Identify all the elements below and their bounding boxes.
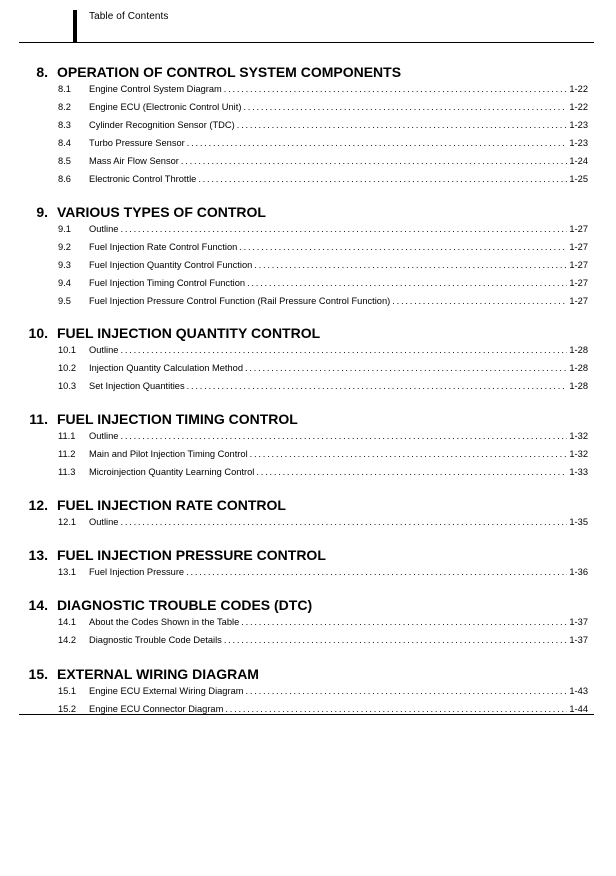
toc-section-title: VARIOUS TYPES OF CONTROL: [57, 204, 266, 220]
toc-dot-leader: [243, 102, 567, 112]
toc-entry-line: [89, 120, 588, 130]
toc-entry-line: [89, 431, 588, 441]
toc-entry-title: Cylinder Recognition Sensor (TDC): [89, 120, 235, 130]
toc-entry-line: [89, 517, 588, 527]
toc-section-heading[interactable]: [0, 662, 616, 684]
toc-entry[interactable]: [0, 276, 616, 294]
toc-entry-page-number: 1-23: [569, 138, 588, 148]
toc-entry[interactable]: [0, 343, 616, 361]
toc-dot-leader: [247, 278, 567, 288]
toc-entry-page-number: 1-27: [569, 296, 588, 306]
toc-section-number: 12.: [28, 497, 48, 513]
toc-section: [0, 543, 616, 583]
toc-dot-leader: [254, 260, 567, 270]
toc-section: [0, 593, 616, 651]
toc-entry[interactable]: [0, 615, 616, 633]
toc-entry[interactable]: [0, 154, 616, 172]
toc-entry-title: Fuel Injection Pressure: [89, 567, 185, 577]
toc-entry[interactable]: [0, 118, 616, 136]
toc-entry[interactable]: [0, 82, 616, 100]
toc-entry-title: Turbo Pressure Sensor: [89, 138, 185, 148]
toc-section-number: 13.: [28, 547, 48, 563]
toc-entry-number: 10.3: [58, 381, 77, 391]
toc-entry-page-number: 1-37: [569, 635, 588, 645]
toc-entry-line: [89, 635, 588, 645]
toc-entry-page-number: 1-28: [569, 345, 588, 355]
toc-entry-line: [89, 260, 588, 270]
toc-entry[interactable]: [0, 429, 616, 447]
toc-entry-number: 10.1: [58, 345, 77, 355]
toc-dot-leader: [241, 617, 567, 627]
toc-entry-line: [89, 84, 588, 94]
toc-entry-number: 9.4: [58, 278, 71, 288]
toc-entry-number: 9.2: [58, 242, 71, 252]
toc-section-number: 9.: [36, 204, 48, 220]
toc-section-heading[interactable]: [0, 493, 616, 515]
toc-section: [0, 493, 616, 533]
toc-dot-leader: [237, 120, 568, 130]
toc-section-heading[interactable]: [0, 543, 616, 565]
toc-entry-page-number: 1-35: [569, 517, 588, 527]
toc-entry-page-number: 1-25: [569, 174, 588, 184]
toc-entry-number: 10.2: [58, 363, 77, 373]
toc-dot-leader: [225, 704, 567, 714]
toc-entry[interactable]: [0, 361, 616, 379]
toc-entry[interactable]: [0, 465, 616, 483]
toc-entry[interactable]: [0, 100, 616, 118]
toc-entry-line: [89, 363, 588, 373]
toc-entry[interactable]: [0, 172, 616, 190]
toc-entry-line: [89, 296, 588, 306]
toc-entry-page-number: 1-43: [569, 686, 588, 696]
toc-dot-leader: [239, 242, 567, 252]
toc-entry-number: 8.2: [58, 102, 71, 112]
toc-entry[interactable]: [0, 136, 616, 154]
toc-dot-leader: [198, 174, 567, 184]
toc-entry-page-number: 1-27: [569, 260, 588, 270]
toc-entry-number: 9.1: [58, 224, 71, 234]
toc-entry-number: 8.5: [58, 156, 71, 166]
toc-dot-leader: [224, 84, 568, 94]
toc-dot-leader: [120, 517, 567, 527]
toc-entry[interactable]: [0, 379, 616, 397]
toc-entry-page-number: 1-32: [569, 449, 588, 459]
toc-section: [0, 200, 616, 312]
toc-section-heading[interactable]: [0, 407, 616, 429]
toc-entry-title: Engine ECU Connector Diagram: [89, 704, 224, 714]
toc-entry-number: 13.1: [58, 567, 77, 577]
toc-dot-leader: [186, 567, 567, 577]
toc-entry-number: 11.1: [58, 431, 76, 441]
toc-section-title: FUEL INJECTION TIMING CONTROL: [57, 411, 298, 427]
toc-section: [0, 662, 616, 720]
toc-entry-title: Fuel Injection Timing Control Function: [89, 278, 246, 288]
toc-entry[interactable]: [0, 684, 616, 702]
toc-entry-title: Outline: [89, 431, 119, 441]
toc-entry[interactable]: [0, 702, 616, 720]
toc-dot-leader: [181, 156, 567, 166]
toc-entry-number: 11.2: [58, 449, 76, 459]
toc-entry-line: [89, 278, 588, 288]
toc-entry-number: 9.5: [58, 296, 71, 306]
toc-entry-line: [89, 174, 588, 184]
toc-dot-leader: [224, 635, 568, 645]
toc-section-number: 8.: [36, 64, 48, 80]
toc-entry-number: 8.6: [58, 174, 71, 184]
toc-entry-title: Fuel Injection Quantity Control Function: [89, 260, 253, 270]
toc-entry-title: Diagnostic Trouble Code Details: [89, 635, 222, 645]
toc-entry-page-number: 1-37: [569, 617, 588, 627]
toc-entry[interactable]: [0, 240, 616, 258]
toc-entry-page-number: 1-24: [569, 156, 588, 166]
toc-section-heading[interactable]: [0, 321, 616, 343]
toc-entry-line: [89, 467, 588, 477]
toc-entry-title: Microinjection Quantity Learning Control: [89, 467, 255, 477]
toc-section-title: FUEL INJECTION RATE CONTROL: [57, 497, 286, 513]
toc-entry-page-number: 1-32: [569, 431, 588, 441]
toc-section: [0, 321, 616, 397]
toc-entry-page-number: 1-36: [569, 567, 588, 577]
toc-dot-leader: [187, 138, 568, 148]
toc-dot-leader: [256, 467, 567, 477]
toc-entry-page-number: 1-22: [569, 102, 588, 112]
toc-entry-line: [89, 686, 588, 696]
toc-section-number: 11.: [29, 411, 48, 427]
toc-entry-number: 15.2: [58, 704, 77, 714]
toc-entry-number: 8.1: [58, 84, 71, 94]
toc-entry[interactable]: [0, 565, 616, 583]
toc-entry-line: [89, 156, 588, 166]
toc-entry-line: [89, 567, 588, 577]
toc-section-title: OPERATION OF CONTROL SYSTEM COMPONENTS: [57, 64, 402, 80]
toc-entry-title: Fuel Injection Rate Control Function: [89, 242, 238, 252]
toc-section-number: 10.: [28, 325, 48, 341]
toc-entry-title: Electronic Control Throttle: [89, 174, 197, 184]
toc-entry-title: Fuel Injection Pressure Control Function (Rail Pressure Control Function): [89, 296, 391, 306]
toc-section-title: DIAGNOSTIC TROUBLE CODES (DTC): [57, 597, 313, 613]
toc-entry[interactable]: [0, 294, 616, 312]
toc-section: [0, 407, 616, 483]
toc-section-title: FUEL INJECTION PRESSURE CONTROL: [57, 547, 326, 563]
toc-section-heading[interactable]: [0, 200, 616, 222]
toc-dot-leader: [120, 431, 567, 441]
toc-entry-title: Set Injection Quantities: [89, 381, 185, 391]
page-header-title: Table of Contents: [89, 11, 169, 22]
toc-entry-line: [89, 102, 588, 112]
toc-section-title: FUEL INJECTION QUANTITY CONTROL: [57, 325, 321, 341]
toc-entry-page-number: 1-28: [569, 363, 588, 373]
toc-entry-title: Outline: [89, 517, 119, 527]
toc-entry-title: Mass Air Flow Sensor: [89, 156, 179, 166]
toc-entry-number: 14.1: [58, 617, 77, 627]
toc-entry-title: Outline: [89, 345, 119, 355]
toc-dot-leader: [392, 296, 567, 306]
toc-dot-leader: [187, 381, 568, 391]
toc-section-heading[interactable]: [0, 593, 616, 615]
toc-entry-page-number: 1-28: [569, 381, 588, 391]
toc-entry-number: 14.2: [58, 635, 77, 645]
toc-entry-line: [89, 345, 588, 355]
toc-entry-page-number: 1-27: [569, 242, 588, 252]
toc-section-number: 15.: [28, 666, 48, 682]
toc-entry[interactable]: [0, 258, 616, 276]
toc-entry-title: Outline: [89, 224, 119, 234]
toc-entry-line: [89, 242, 588, 252]
toc-dot-leader: [120, 224, 567, 234]
toc-dot-leader: [246, 686, 568, 696]
toc-entry-number: 12.1: [58, 517, 77, 527]
toc-entry-title: Engine Control System Diagram: [89, 84, 222, 94]
toc-entry[interactable]: [0, 515, 616, 533]
toc-entry[interactable]: [0, 222, 616, 240]
toc-dot-leader: [120, 345, 567, 355]
toc-entry-page-number: 1-22: [569, 84, 588, 94]
toc-section-number: 14.: [28, 597, 48, 613]
toc-entry-number: 15.1: [58, 686, 77, 696]
toc-entry-title: Main and Pilot Injection Timing Control: [89, 449, 248, 459]
toc-entry-title: Injection Quantity Calculation Method: [89, 363, 244, 373]
toc-entry-title: Engine ECU External Wiring Diagram: [89, 686, 244, 696]
toc-entry[interactable]: [0, 447, 616, 465]
toc-dot-leader: [250, 449, 568, 459]
toc-entry-line: [89, 224, 588, 234]
toc-entry[interactable]: [0, 633, 616, 651]
toc-entry-line: [89, 138, 588, 148]
toc-section-title: EXTERNAL WIRING DIAGRAM: [57, 666, 259, 682]
toc-section: [0, 60, 616, 190]
toc-entry-page-number: 1-23: [569, 120, 588, 130]
toc-entry-title: Engine ECU (Electronic Control Unit): [89, 102, 242, 112]
toc-entry-page-number: 1-44: [569, 704, 588, 714]
toc-section-heading[interactable]: [0, 60, 616, 82]
footer-divider: [19, 714, 594, 715]
toc-entry-number: 8.3: [58, 120, 71, 130]
toc-entry-number: 11.3: [58, 467, 76, 477]
toc-entry-number: 8.4: [58, 138, 71, 148]
toc-entry-page-number: 1-33: [569, 467, 588, 477]
toc-entry-line: [89, 449, 588, 459]
toc-entry-page-number: 1-27: [569, 278, 588, 288]
toc-entry-number: 9.3: [58, 260, 71, 270]
toc-entry-page-number: 1-27: [569, 224, 588, 234]
toc-entry-line: [89, 381, 588, 391]
toc-entry-line: [89, 617, 588, 627]
toc-dot-leader: [245, 363, 567, 373]
toc-entry-line: [89, 704, 588, 714]
toc-entry-title: About the Codes Shown in the Table: [89, 617, 240, 627]
